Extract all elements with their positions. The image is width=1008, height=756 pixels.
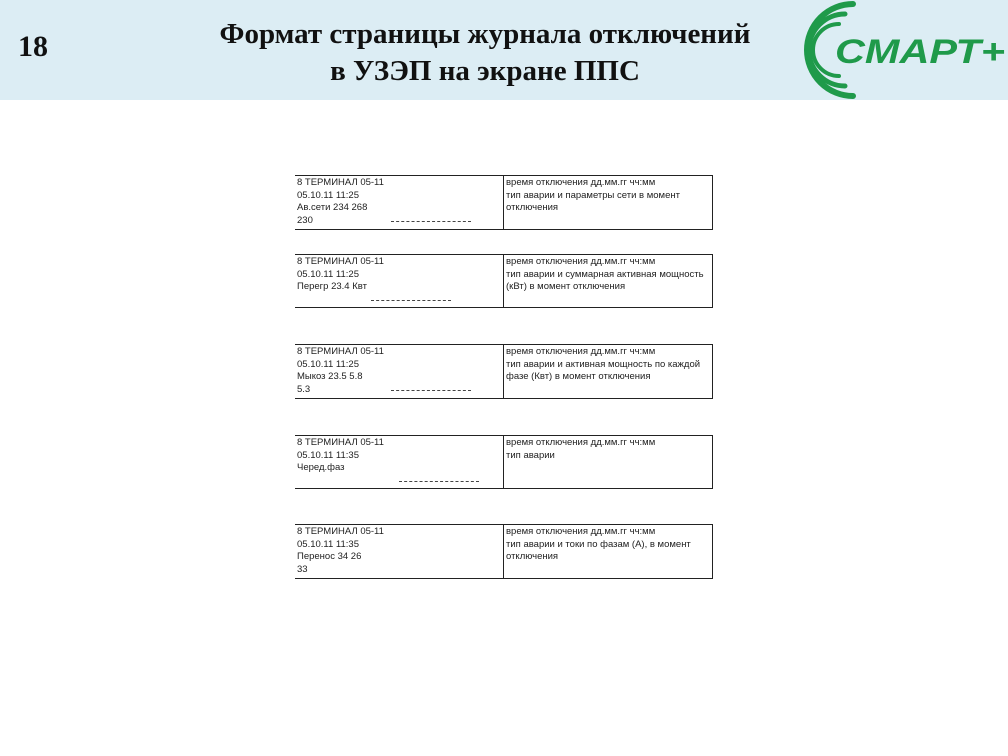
screen-line: 05.10.11 11:25 [297,189,359,201]
log-entry-1 [295,175,713,230]
log-entry-3 [295,344,713,399]
terminal-screen-text [297,526,501,576]
screen-line: 8 ТЕРМИНАЛ 05-11 [297,526,384,537]
dashed-separator [391,390,471,391]
screen-line: 8 ТЕРМИНАЛ 05-11 [297,256,384,267]
log-entry-4 [295,435,713,489]
screen-line: 05.10.11 11:25 [297,358,359,370]
description-line: время отключения дд.мм.гг чч:мм [506,526,656,537]
column-divider [503,176,504,229]
description-line: время отключения дд.мм.гг чч:мм [506,437,656,448]
description-line: тип аварии и активная мощность по каждой [506,358,701,370]
log-entry-2 [295,254,713,308]
description-line: время отключения дд.мм.гг чч:мм [506,346,656,357]
logo-text: СМАРТ+ [835,33,1006,71]
screen-line: Черед.фаз [297,462,345,473]
description-line: фазе (Квт) в момент отключения [506,371,651,382]
screen-line: 5.3 [297,383,311,395]
screen-line: Мыкоз 23.5 5.8 [297,371,363,382]
description-line: (кВт) в момент отключения [506,281,626,292]
screen-line: 230 [297,214,313,226]
screen-line: 05.10.11 11:35 [297,538,359,550]
slide-number: 18 [18,30,48,63]
terminal-screen-text [297,256,501,294]
column-divider [503,436,504,488]
description-line: время отключения дд.мм.гг чч:мм [506,177,656,188]
description-line: тип аварии [506,449,555,461]
right-border [712,436,713,488]
description-line: тип аварии и суммарная активная мощность [506,268,704,280]
screen-line: 8 ТЕРМИНАЛ 05-11 [297,437,384,448]
entry-description [506,256,711,294]
screen-line: 05.10.11 11:35 [297,449,359,461]
terminal-screen-text [297,346,501,396]
terminal-screen-text [297,437,501,475]
right-border [712,176,713,229]
log-entry-5 [295,524,713,579]
smart-plus-logo [795,0,1008,100]
column-divider [503,345,504,398]
dashed-separator [391,221,471,222]
screen-line: Перегр 23.4 Квт [297,281,367,292]
entry-description [506,437,711,462]
description-line: отключения [506,551,559,562]
entry-description [506,177,711,215]
entry-description [506,346,711,384]
right-border [712,525,713,578]
dashed-separator [399,481,479,482]
title-line-1: Формат страницы журнала отключений [219,18,751,50]
description-line: время отключения дд.мм.гг чч:мм [506,256,656,267]
terminal-screen-text [297,177,501,227]
screen-line: 8 ТЕРМИНАЛ 05-11 [297,346,384,357]
header-bar [0,0,1008,100]
right-border [712,255,713,307]
right-border [712,345,713,398]
column-divider [503,525,504,578]
description-line: отключения [506,202,559,213]
entry-description [506,526,711,564]
page-title [180,16,790,90]
screen-line: Ав.сети 234 268 [297,202,368,213]
column-divider [503,255,504,307]
title-line-2: в УЗЭП на экране ППС [330,55,640,87]
screen-line: 33 [297,563,308,575]
dashed-separator [371,300,451,301]
screen-line: Перенос 34 26 [297,551,362,562]
description-line: тип аварии и параметры сети в момент [506,189,680,201]
screen-line: 05.10.11 11:25 [297,268,359,280]
description-line: тип аварии и токи по фазам (А), в момент [506,538,691,550]
screen-line: 8 ТЕРМИНАЛ 05-11 [297,177,384,188]
